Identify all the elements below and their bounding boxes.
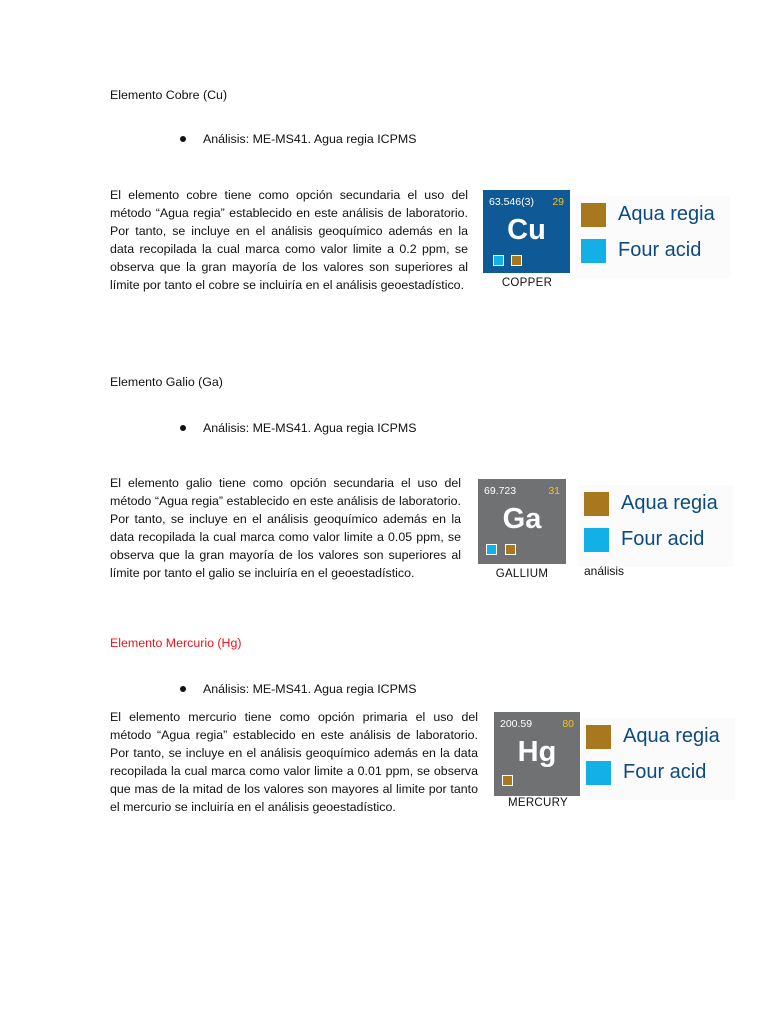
element-tile-copper bbox=[483, 190, 570, 273]
aqua-regia-square-icon bbox=[505, 544, 516, 555]
bullet-icon bbox=[180, 136, 186, 142]
four-acid-legend-icon bbox=[586, 761, 611, 785]
aqua-regia-legend-icon bbox=[581, 203, 606, 227]
method-legend-mercury bbox=[581, 718, 735, 800]
four-acid-square-icon bbox=[493, 255, 504, 266]
atomic-number: 31 bbox=[548, 485, 560, 497]
four-acid-legend-label: Four acid bbox=[623, 761, 707, 783]
four-acid-legend-icon bbox=[581, 239, 606, 263]
aqua-regia-legend-label: Aqua regia bbox=[618, 203, 715, 225]
section-heading-mercury: Elemento Mercurio (Hg) bbox=[110, 636, 242, 650]
element-symbol: Hg bbox=[517, 736, 557, 768]
element-symbol: Cu bbox=[507, 214, 546, 246]
four-acid-legend-label: Four acid bbox=[621, 528, 705, 550]
analysis-text: Análisis: ME-MS41. Agua regia ICPMS bbox=[203, 132, 417, 146]
aqua-regia-legend-icon bbox=[586, 725, 611, 749]
four-acid-legend-icon bbox=[584, 528, 609, 552]
aqua-regia-square-icon bbox=[502, 775, 513, 786]
atomic-mass: 69.723 bbox=[484, 485, 517, 497]
bullet-icon bbox=[180, 425, 186, 431]
element-tile-mercury bbox=[494, 712, 580, 796]
element-name: MERCURY bbox=[507, 797, 569, 809]
element-name: GALLIUM bbox=[495, 568, 549, 580]
stray-word: análisis bbox=[584, 564, 625, 578]
section-paragraph-gallium: El elemento galio tiene como opción secundaria el uso del método “Agua regia” establecido en este análisis de laboratorio. Por tanto, se incluye en el análisis geoquímico además en la data recopilada la cual marca como valor limite a 0.05 ppm, se observa que la gran mayoría de los valores son superiores al límite por tanto el galio se incluiría en el geoestadístico. bbox=[110, 476, 461, 580]
atomic-number: 80 bbox=[562, 718, 574, 730]
bullet-icon bbox=[180, 686, 186, 692]
analysis-bullet-mercury bbox=[180, 682, 580, 698]
four-acid-square-icon bbox=[486, 544, 497, 555]
section-paragraph-copper: El elemento cobre tiene como opción secundaria el uso del método “Agua regia” establecido en este análisis de laboratorio. Por tanto, se incluye en el análisis geoquímico además en la data recopilada la cual marca como valor limite a 0.2 ppm, se observa que la gran mayoría de los valores son superiores al límite por tanto el cobre se incluiría en el análisis geoestadístico. bbox=[110, 188, 468, 292]
atomic-mass: 63.546(3) bbox=[489, 196, 534, 208]
analysis-bullet-gallium bbox=[180, 421, 580, 437]
analysis-text: Análisis: ME-MS41. Agua regia ICPMS bbox=[203, 421, 417, 435]
section-heading-gallium: Elemento Galio (Ga) bbox=[110, 375, 223, 389]
element-tile-gallium bbox=[478, 479, 566, 564]
analysis-text: Análisis: ME-MS41. Agua regia ICPMS bbox=[203, 682, 417, 696]
four-acid-legend-label: Four acid bbox=[618, 239, 702, 261]
method-legend-copper bbox=[576, 196, 730, 278]
element-name: COPPER bbox=[501, 277, 553, 289]
aqua-regia-legend-icon bbox=[584, 492, 609, 516]
aqua-regia-square-icon bbox=[511, 255, 522, 266]
method-legend-gallium bbox=[579, 485, 733, 567]
atomic-number: 29 bbox=[552, 196, 564, 208]
analysis-bullet-copper bbox=[180, 132, 580, 148]
aqua-regia-legend-label: Aqua regia bbox=[621, 492, 718, 514]
atomic-mass: 200.59 bbox=[500, 718, 533, 730]
section-heading-copper: Elemento Cobre (Cu) bbox=[110, 88, 228, 102]
element-symbol: Ga bbox=[502, 503, 542, 535]
section-paragraph-mercury: El elemento mercurio tiene como opción primaria el uso del método “Agua regia” establecido en este análisis de laboratorio. Por tanto, se incluye en el análisis geoquímico además en la data recopilada la cual marca como valor limite a 0.01 ppm, se observa que mas de la mitad de los valores son mayores al limite por tanto el mercurio se incluiría en el análisis geoestadístico. bbox=[110, 710, 478, 814]
aqua-regia-legend-label: Aqua regia bbox=[623, 725, 720, 747]
